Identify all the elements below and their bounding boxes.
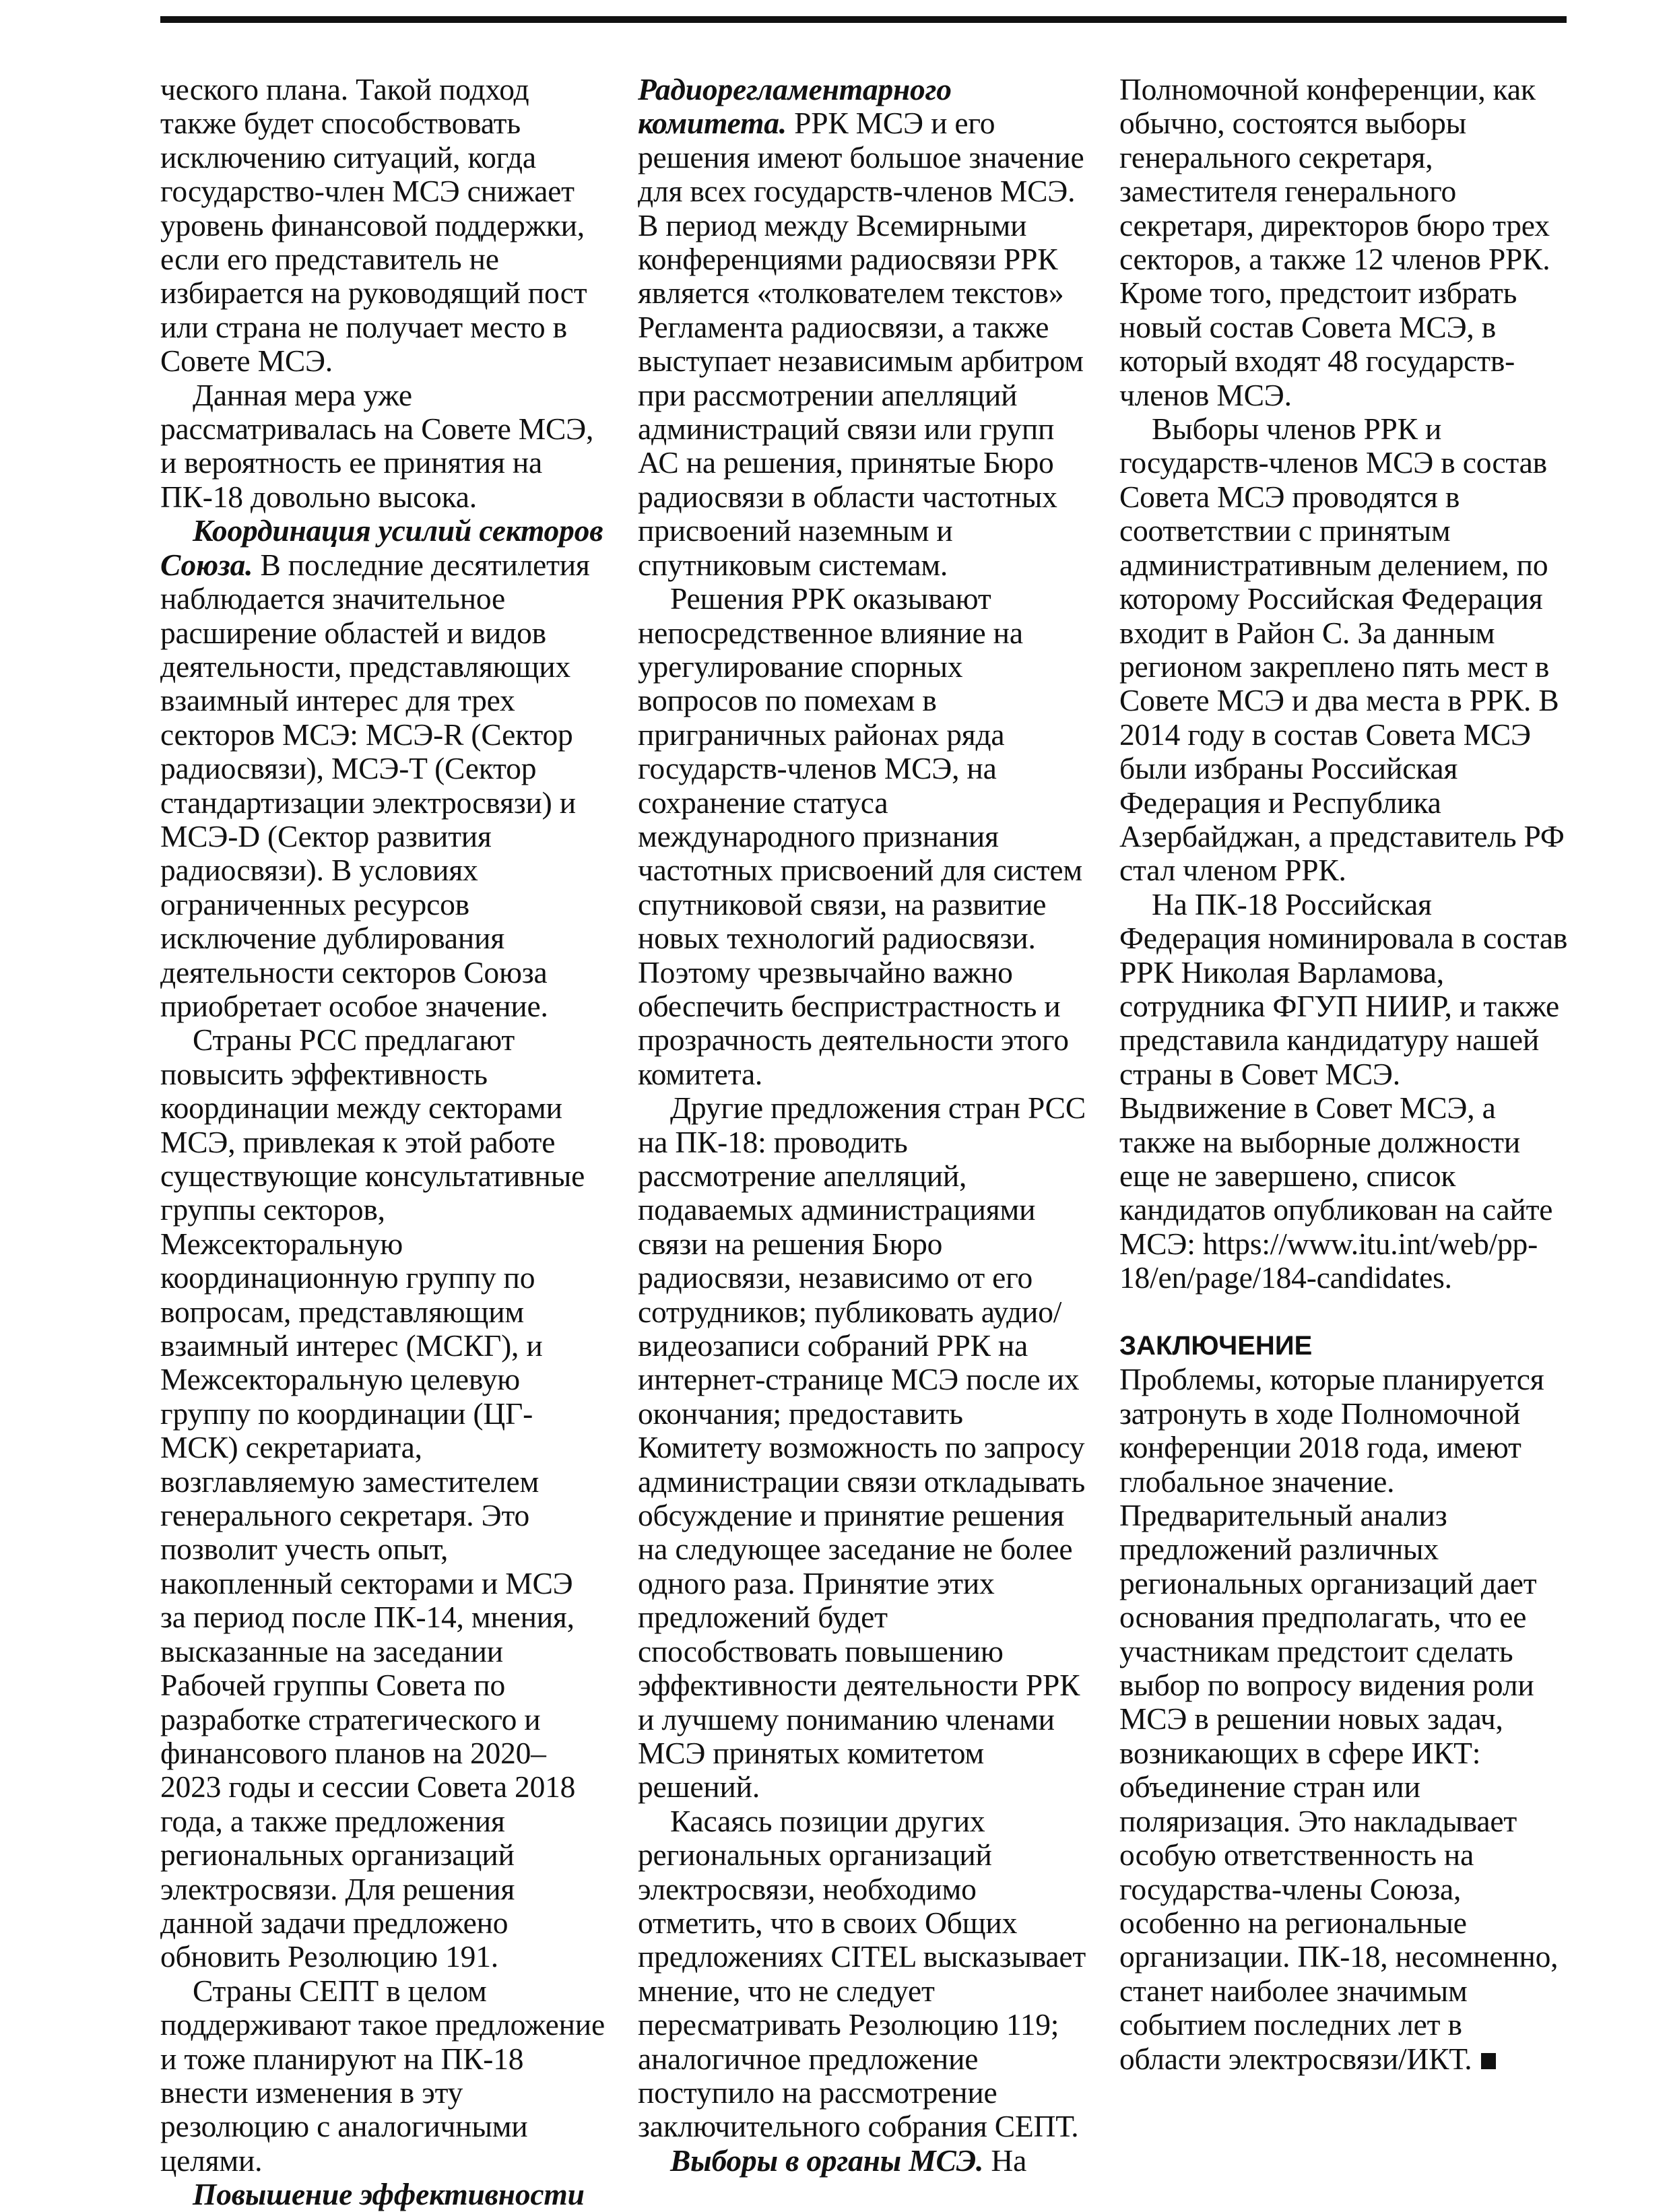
run-in-heading: Выборы в органы МСЭ.: [670, 2143, 984, 2178]
paragraph: [160, 2178, 605, 2211]
paragraph: Данная мера уже рассматривалась на Совете МСЭ, и вероятность ее принятия на ПК-18 довольно высока.: [160, 377, 594, 514]
paragraph-text: На: [983, 2143, 1027, 2178]
paragraph: Выборы членов РРК и государств-членов МСЭ в состав Совета МСЭ проводятся в соответствии с принятым административным делением, по которому Российская Федерация входит в Район С. За данным регионом закреплено пять мест в Совете МСЭ и два места в РРК. В 2014 году в состав Совета МСЭ были избраны Российская Федерация и Республика Азербайджан, а представитель РФ стал членом РРК.: [1119, 412, 1565, 888]
paragraph: Полномочной конференции, как обычно, состоятся выборы генерального секретаря, заместителя генерального секретаря, директоров бюро трех секторов, а также 12 членов РРК. Кроме того, предстоит избрать новый состав Совета МСЭ, в который входят 48 государств-членов МСЭ.: [1119, 72, 1550, 412]
paragraph: Страны СЕПТ в целом поддерживают такое предложение и тоже планируют на ПК-18 внести изменения в эту резолюцию с аналогичными целями.: [160, 1973, 605, 2178]
section-heading: ЗАКЛЮЧЕНИЕ: [1119, 1331, 1313, 1361]
paragraph: Касаясь позиции других региональных организаций электросвязи, необходимо отметить, что в своих Общих предложениях CITEL высказывает мнение, что не следует пересматривать Резолюцию 119; аналогичное предложение поступило на рассмотрение заключительного собрания СЕПТ.: [638, 1803, 1086, 2144]
run-in-heading: Координация усилий секторов Союза.: [160, 513, 603, 582]
paragraph-text: В последние десятилетия наблюдается значительное расширение областей и видов деятельности, представляющих взаимный интерес для трех секторов МСЭ: МСЭ-R (Сектор радиосвязи), МСЭ-T (Сектор стандартизации электросвязи) и МСЭ-D (Сектор развития радиосвязи). В условиях ограниченных ресурсов исключение дублирования деятельности секторов Союза приобретает особое значение.: [160, 547, 590, 1023]
run-in-heading: Радиорегламентарного комитета.: [638, 72, 952, 141]
column-2: [638, 72, 1089, 2178]
paragraph: ческого плана. Такой подход также будет способствовать исключению ситуаций, когда государство-член МСЭ снижает уровень финансовой поддержки, если его представитель не избирается на руководящий пост или страна не получает место в Совете МСЭ.: [160, 72, 587, 379]
end-of-article-icon: [1481, 2053, 1496, 2069]
paragraph: [638, 2144, 1089, 2178]
paragraph: Другие предложения стран РСС на ПК-18: проводить рассмотрение апелляций, подаваемых администрациями связи на решения Бюро радиосвязи, независимо от его сотрудников; публиковать аудио/видеозаписи собраний РРК на интернет-странице МСЭ после их окончания; предоставить Комитету возможность по запросу администрации связи откладывать обсуждение и принятие решения на следующее заседание не более одного раза. Принятие этих предложений будет способствовать повышению эффективности деятельности РРК и лучшему пониманию членами МСЭ принятых комитетом решений.: [638, 1091, 1086, 1804]
paragraph: [160, 514, 605, 1023]
paragraph: Решения РРК оказывают непосредственное влияние на урегулирование спорных вопросов по помехам в приграничных районах ряда государств-членов МСЭ, на сохранение статуса международного признания частотных присвоений для систем спутниковой связи, на развитие новых технологий радиосвязи. Поэтому чрезвычайно важно обеспечить беспристрастность и прозрачность деятельности этого комитета.: [638, 581, 1082, 1091]
paragraph: [1119, 1363, 1568, 2076]
column-1: [160, 72, 605, 2212]
paragraph: Страны РСС предлагают повысить эффективность координации между секторами МСЭ, привлекая к этой работе существующие консультативные группы секторов, Межсекторальную координационную группу по вопросам, представляющим взаимный интерес (МСКГ), и Межсекторальную целевую группу по координации (ЦГ-МСК) секретариата, возглавляемую заместителем генерального секретаря. Это позволит учесть опыт, накопленный секторами и МСЭ за период после ПК-14, мнения, высказанные на заседании Рабочей группы Совета по разработке стратегического и финансового планов на 2020–2023 годы и сессии Совета 2018 года, а также предложения региональных организаций электросвязи. Для решения данной задачи предложено обновить Резолюцию 191.: [160, 1022, 585, 1974]
paragraph-text: РРК МСЭ и его решения имеют большое значение для всех государств-членов МСЭ. В период между Всемирными конференциями радиосвязи РРК является «толкователем текстов» Регламента радиосвязи, а также выступает независимым арбитром при рассмотрении апелляций администраций связи или групп АС на решения, принятые Бюро радиосвязи в области частотных присвоений наземным и спутниковым системам.: [638, 106, 1084, 582]
paragraph: [638, 73, 1089, 582]
paragraph-text: Проблемы, которые планируется затронуть в ходе Полномочной конференции 2018 года, имеют глобальное значение. Предварительный анализ предложений различных региональных организаций дает основания предполагать, что ее участникам предстоит сделать выбор по вопросу видения роли МСЭ в решении новых задач, возникающих в сфере ИКТ: объединение стран или поляризация. Это накладывает особую ответственность на государства-члены Союза, особенно на региональные организации. ПК-18, несомненно, станет наиболее значимым событием последних лет в области электросвязи/ИКТ.: [1119, 1362, 1559, 2076]
run-in-heading: Повышение эффективности: [193, 2177, 585, 2212]
top-rule: [160, 16, 1567, 23]
paragraph: На ПК-18 Российская Федерация номинировала в состав РРК Николая Варламова, сотрудника ФГУП НИИР, и также представила кандидатуру нашей страны в Совет МСЭ. Выдвижение в Совет МСЭ, а также на выборные должности еще не завершено, список кандидатов опубликован на сайте МСЭ: https://www.itu.int/web/pp-18/en/page/184-candidates.: [1119, 886, 1568, 1295]
column-3: [1119, 72, 1568, 2076]
